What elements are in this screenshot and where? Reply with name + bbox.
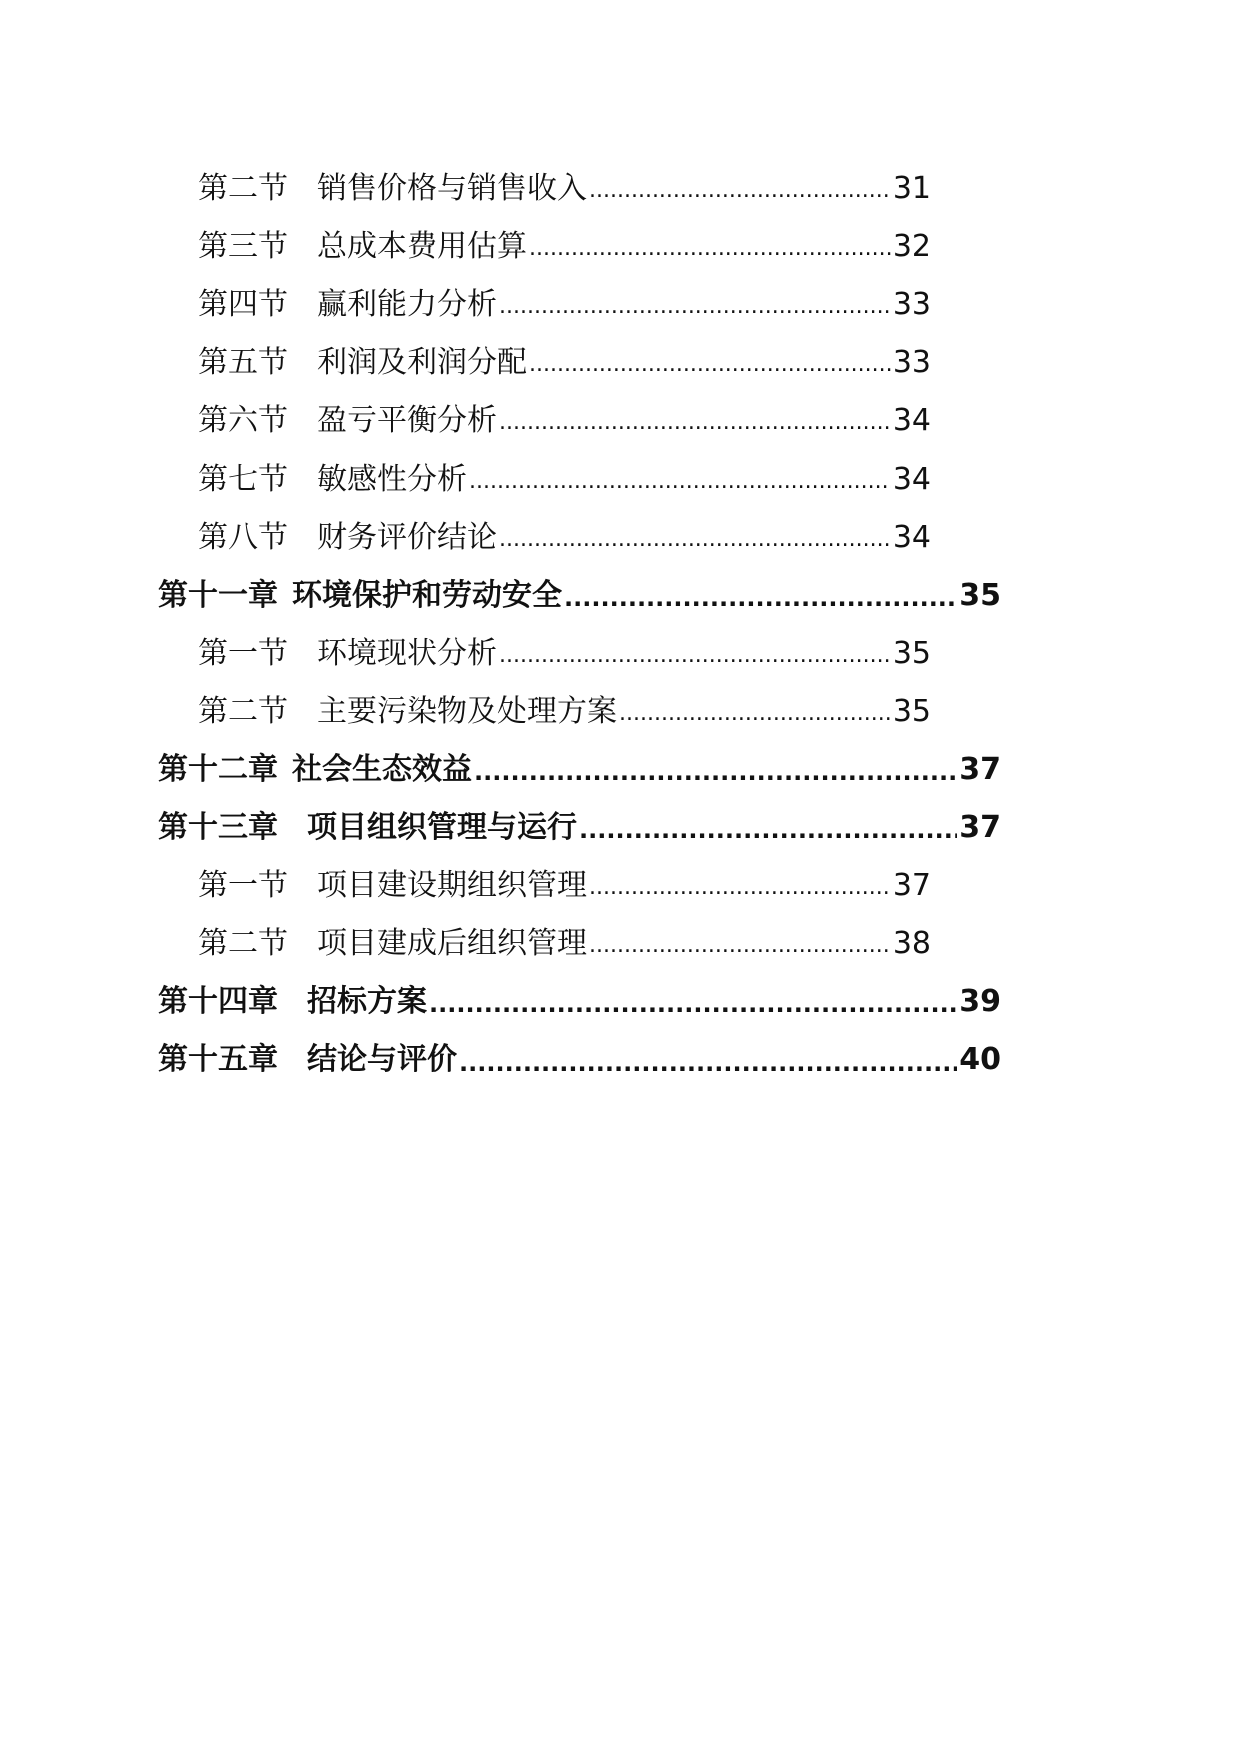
toc-entry-title: 结论与评价 <box>307 1042 457 1078</box>
dot-leader <box>429 992 957 1031</box>
toc-entry-section[interactable] <box>198 160 931 218</box>
toc-entry-page: 31 <box>892 171 931 207</box>
toc-entry-title: 项目组织管理与运行 <box>307 810 577 846</box>
toc-entry-page: 35 <box>892 693 931 729</box>
toc-entry-number: 第十一章 <box>158 577 278 613</box>
toc-entry-page: 34 <box>892 461 931 497</box>
toc-entry-section[interactable] <box>198 915 931 973</box>
toc-entry-number: 第十五章 <box>158 1042 278 1078</box>
toc-entry-number: 第二节 <box>198 171 288 207</box>
toc-entry-page: 40 <box>959 1042 1001 1078</box>
toc-entry-section[interactable] <box>198 683 931 741</box>
toc-entry-chapter[interactable] <box>158 799 1001 857</box>
toc-entry-number: 第六节 <box>198 403 288 439</box>
toc-entry-number: 第十二章 <box>158 751 278 787</box>
toc-entry-number: 第七节 <box>198 461 288 497</box>
table-of-contents <box>0 160 1241 1090</box>
dot-leader <box>469 471 891 509</box>
dot-leader <box>579 818 957 857</box>
toc-entry-number: 第二节 <box>198 693 288 729</box>
toc-entry-title: 项目建成后组织管理 <box>317 926 587 962</box>
toc-entry-page: 39 <box>959 984 1001 1020</box>
toc-entry-page: 35 <box>959 577 1001 613</box>
toc-entry-title: 项目建设期组织管理 <box>317 868 587 904</box>
toc-entry-page: 34 <box>892 519 931 555</box>
toc-entry-number: 第八节 <box>198 519 288 555</box>
toc-entry-title: 社会生态效益 <box>292 751 472 787</box>
dot-leader <box>589 180 891 218</box>
toc-entry-page: 38 <box>892 926 931 962</box>
toc-entry-number: 第二节 <box>198 926 288 962</box>
toc-entry-title: 销售价格与销售收入 <box>317 171 587 207</box>
dot-leader <box>474 760 957 799</box>
dot-leader <box>499 645 891 683</box>
toc-entry-number: 第五节 <box>198 345 288 381</box>
toc-entry-number: 第四节 <box>198 287 288 323</box>
dot-leader <box>499 529 891 567</box>
toc-entry-section[interactable] <box>198 334 931 392</box>
dot-leader <box>529 354 891 392</box>
toc-entry-title: 总成本费用估算 <box>317 229 527 265</box>
dot-leader <box>619 703 891 741</box>
toc-entry-page: 37 <box>959 751 1001 787</box>
toc-entry-section[interactable] <box>198 276 931 334</box>
dot-leader <box>499 412 891 450</box>
dot-leader <box>589 935 891 973</box>
dot-leader <box>499 296 891 334</box>
toc-entry-chapter[interactable] <box>158 1031 1001 1089</box>
toc-entry-title: 盈亏平衡分析 <box>317 403 497 439</box>
toc-entry-page: 37 <box>892 868 931 904</box>
toc-entry-title: 招标方案 <box>307 984 427 1020</box>
toc-entry-title: 环境保护和劳动安全 <box>292 577 562 613</box>
toc-entry-number: 第三节 <box>198 229 288 265</box>
toc-entry-page: 35 <box>892 635 931 671</box>
toc-entry-page: 34 <box>892 403 931 439</box>
dot-leader <box>459 1051 957 1090</box>
toc-entry-section[interactable] <box>198 509 931 567</box>
dot-leader <box>589 877 891 915</box>
toc-entry-section[interactable] <box>198 218 931 276</box>
toc-entry-section[interactable] <box>198 857 931 915</box>
dot-leader <box>564 586 957 625</box>
toc-entry-title: 利润及利润分配 <box>317 345 527 381</box>
toc-entry-page: 33 <box>892 345 931 381</box>
toc-entry-chapter[interactable] <box>158 973 1001 1031</box>
toc-entry-number: 第十三章 <box>158 810 278 846</box>
toc-entry-section[interactable] <box>198 625 931 683</box>
toc-entry-chapter[interactable] <box>158 741 1001 799</box>
toc-entry-title: 财务评价结论 <box>317 519 497 555</box>
toc-entry-page: 32 <box>892 229 931 265</box>
toc-entry-number: 第一节 <box>198 635 288 671</box>
toc-entry-page: 37 <box>959 810 1001 846</box>
toc-entry-section[interactable] <box>198 392 931 450</box>
toc-entry-title: 主要污染物及处理方案 <box>317 693 617 729</box>
toc-entry-chapter[interactable] <box>158 567 1001 625</box>
dot-leader <box>529 238 891 276</box>
toc-entry-title: 敏感性分析 <box>317 461 467 497</box>
toc-entry-section[interactable] <box>198 450 931 508</box>
toc-entry-title: 环境现状分析 <box>317 635 497 671</box>
toc-entry-number: 第十四章 <box>158 984 278 1020</box>
toc-entry-number: 第一节 <box>198 868 288 904</box>
toc-entry-page: 33 <box>892 287 931 323</box>
toc-entry-title: 赢利能力分析 <box>317 287 497 323</box>
